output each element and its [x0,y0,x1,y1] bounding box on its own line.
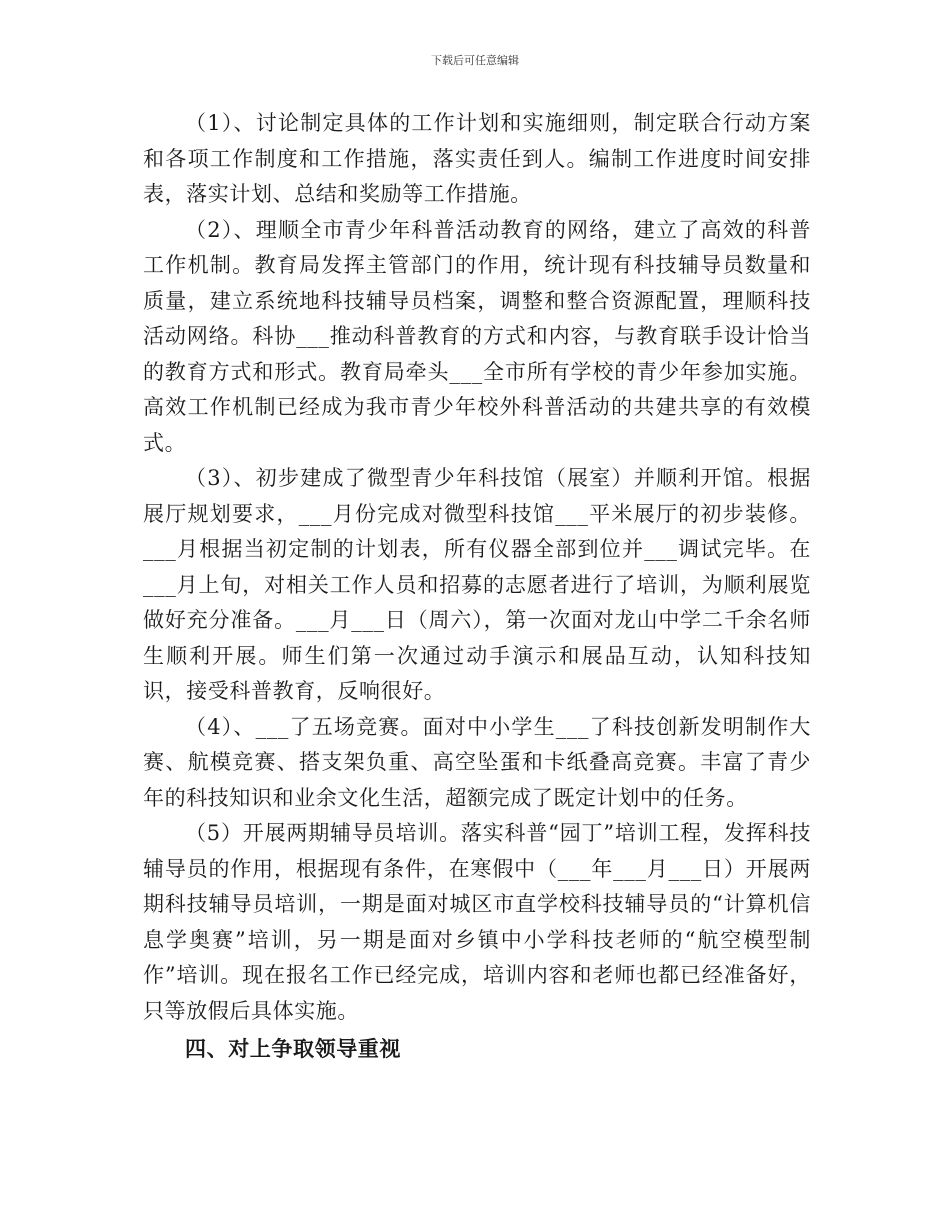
paragraph-5: （5）开展两期辅导员培训。落实科普“园丁”培训工程，发挥科技辅导员的作用，根据现有条件，在寒假中（___年___月___日）开展两期科技辅导员培训，一期是面对城区市直学校科技辅导员的“计算机信息学奥赛”培训，另一期是面对乡镇中小学科技老师的“航空模型制作”培训。现在报名工作已经完成，培训内容和老师也都已经准备好，只等放假后具体实施。 [143,821,811,1023]
paragraph-3: （3）、初步建成了微型青少年科技馆（展室）并顺利开馆。根据展厅规划要求，___月份完成对微型科技馆___平米展厅的初步装修。___月根据当初定制的计划表，所有仪器全部到位并___调试完毕。在___月上旬，对相关工作人员和招募的志愿者进行了培训，为顺利展览做好充分准备。___月___日（周六），第一次面对龙山中学二千余名师生顺利开展。师生们第一次通过动手演示和展品互动，认知科技知识，接受科普教育，反响很好。 [143,466,811,703]
page-header-note: 下载后可任意编辑 [431,54,519,67]
document-body [143,106,811,1068]
section-heading: 四、对上争取领导重视 [185,1037,401,1061]
paragraph-4: （4）、___了五场竞赛。面对中小学生___了科技创新发明制作大赛、航模竞赛、搭支架负重、高空坠蛋和卡纸叠高竞赛。丰富了青少年的科技知识和业余文化生活，超额完成了既定计划中的任务。 [143,714,811,810]
paragraph-2: （2）、理顺全市青少年科普活动教育的网络，建立了高效的科普工作机制。教育局发挥主管部门的作用，统计现有科技辅导员数量和质量，建立系统地科技辅导员档案，调整和整合资源配置，理顺科技活动网络。科协___推动科普教育的方式和内容，与教育联手设计恰当的教育方式和形式。教育局牵头___全市所有学校的青少年参加实施。高效工作机制已经成为我市青少年校外科普活动的共建共享的有效模式。 [143,217,811,455]
paragraph-1: （1）、讨论制定具体的工作计划和实施细则，制定联合行动方案和各项工作制度和工作措施，落实责任到人。编制工作进度时间安排表，落实计划、总结和奖励等工作措施。 [143,111,811,206]
